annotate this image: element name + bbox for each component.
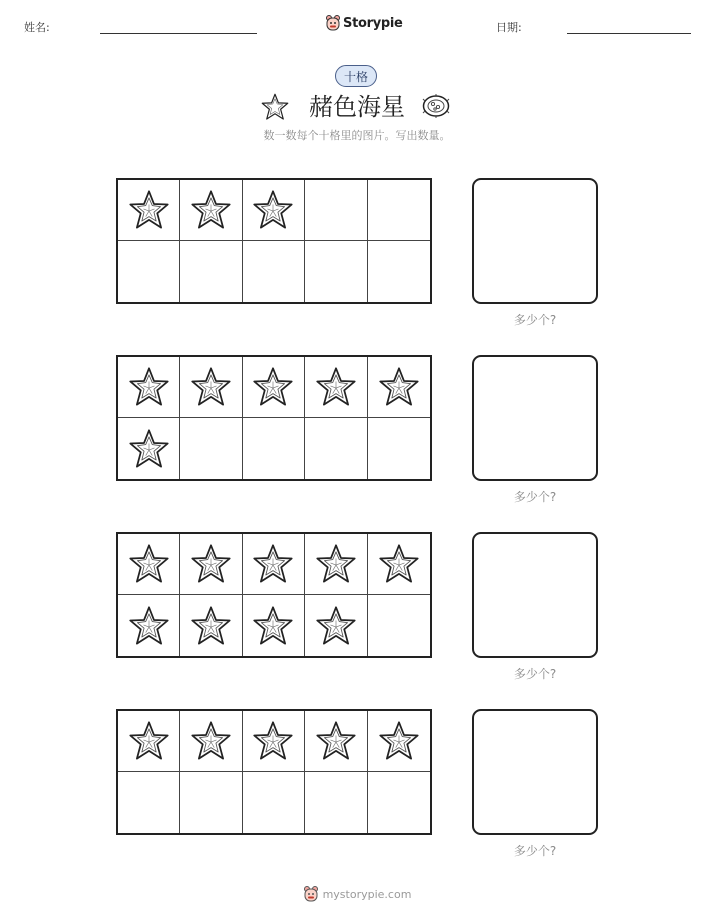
- footer-url: mystorypie.com: [322, 887, 412, 901]
- starfish-icon: [127, 604, 171, 648]
- ten-frame-cell: [243, 711, 305, 772]
- starfish-icon: [314, 542, 358, 586]
- ten-frame-cell: [305, 534, 367, 595]
- answer-prompt: 多少个?: [513, 667, 557, 681]
- ten-frame-cell: [243, 772, 305, 833]
- ten-frame-cell: [180, 241, 242, 302]
- ten-frame: [116, 355, 432, 481]
- footer: [0, 885, 714, 903]
- ten-frame-cell: [180, 418, 242, 479]
- ten-frame-cell: [368, 418, 430, 479]
- sea-urchin-icon: [421, 93, 451, 119]
- starfish-icon: [127, 542, 171, 586]
- starfish-icon: [189, 188, 233, 232]
- starfish-icon: [251, 365, 295, 409]
- starfish-icon: [251, 542, 295, 586]
- ten-frame-cell: [180, 534, 242, 595]
- ten-frame-cell: [243, 241, 305, 302]
- ten-frame-cell: [118, 418, 180, 479]
- answer-prompt: 多少个?: [513, 844, 557, 858]
- answer-box[interactable]: [472, 178, 598, 304]
- ten-frame-cell: [368, 180, 430, 241]
- ten-frame-cell: [118, 711, 180, 772]
- ten-frame-cell: [305, 418, 367, 479]
- starfish-icon: [127, 188, 171, 232]
- starfish-icon: [251, 604, 295, 648]
- ten-frame-cell: [243, 595, 305, 656]
- starfish-icon: [127, 365, 171, 409]
- starfish-icon: [251, 719, 295, 763]
- worksheet-type-badge: 十格: [335, 65, 377, 87]
- ten-frame: [116, 178, 432, 304]
- name-line[interactable]: [100, 33, 257, 34]
- mascot-icon: [303, 885, 319, 903]
- starfish-icon: [377, 365, 421, 409]
- answer-box[interactable]: [472, 709, 598, 835]
- answer-box[interactable]: [472, 532, 598, 658]
- starfish-icon: [314, 719, 358, 763]
- starfish-icon: [189, 365, 233, 409]
- ten-frame-cell: [305, 241, 367, 302]
- ten-frame-cell: [118, 357, 180, 418]
- starfish-icon: [377, 542, 421, 586]
- ten-frame-cell: [368, 357, 430, 418]
- ten-frame-cell: [368, 772, 430, 833]
- starfish-icon: [314, 365, 358, 409]
- starfish-icon: [189, 542, 233, 586]
- answer-prompt: 多少个?: [513, 490, 557, 504]
- ten-frame-cell: [180, 180, 242, 241]
- ten-frame-cell: [180, 772, 242, 833]
- ten-frame-cell: [118, 772, 180, 833]
- ten-frame-cell: [118, 595, 180, 656]
- brand-logo: [325, 14, 403, 32]
- date-label: 日期:: [496, 21, 522, 34]
- ten-frame: [116, 709, 432, 835]
- ten-frame-cell: [180, 595, 242, 656]
- instructions: 数一数每个十格里的图片。写出数量。: [263, 129, 451, 142]
- ten-frame-cell: [243, 180, 305, 241]
- ten-frame-cell: [243, 534, 305, 595]
- ten-frame-cell: [305, 595, 367, 656]
- ten-frame-cell: [305, 772, 367, 833]
- ten-frame-cell: [118, 241, 180, 302]
- starfish-icon: [127, 427, 171, 471]
- answer-box[interactable]: [472, 355, 598, 481]
- ten-frame-cell: [305, 357, 367, 418]
- ten-frame-cell: [180, 711, 242, 772]
- ten-frame-cell: [118, 534, 180, 595]
- starfish-icon: [251, 188, 295, 232]
- ten-frame-cell: [180, 357, 242, 418]
- starfish-icon: [127, 719, 171, 763]
- ten-frame-cell: [305, 711, 367, 772]
- mascot-icon: [325, 14, 341, 32]
- date-line[interactable]: [567, 33, 691, 34]
- name-label: 姓名:: [24, 21, 50, 34]
- answer-prompt: 多少个?: [513, 313, 557, 327]
- ten-frame-cell: [243, 418, 305, 479]
- ten-frame-cell: [368, 241, 430, 302]
- ten-frame-cell: [118, 180, 180, 241]
- brand-name: Storypie: [343, 15, 403, 31]
- ten-frame-cell: [368, 534, 430, 595]
- starfish-icon: [189, 719, 233, 763]
- starfish-icon: [377, 719, 421, 763]
- ten-frame: [116, 532, 432, 658]
- ten-frame-cell: [368, 595, 430, 656]
- page-title: 赭色海星: [309, 93, 405, 121]
- starfish-icon: [189, 604, 233, 648]
- ten-frame-cell: [368, 711, 430, 772]
- ten-frame-cell: [243, 357, 305, 418]
- ten-frame-cell: [305, 180, 367, 241]
- starfish-icon: [314, 604, 358, 648]
